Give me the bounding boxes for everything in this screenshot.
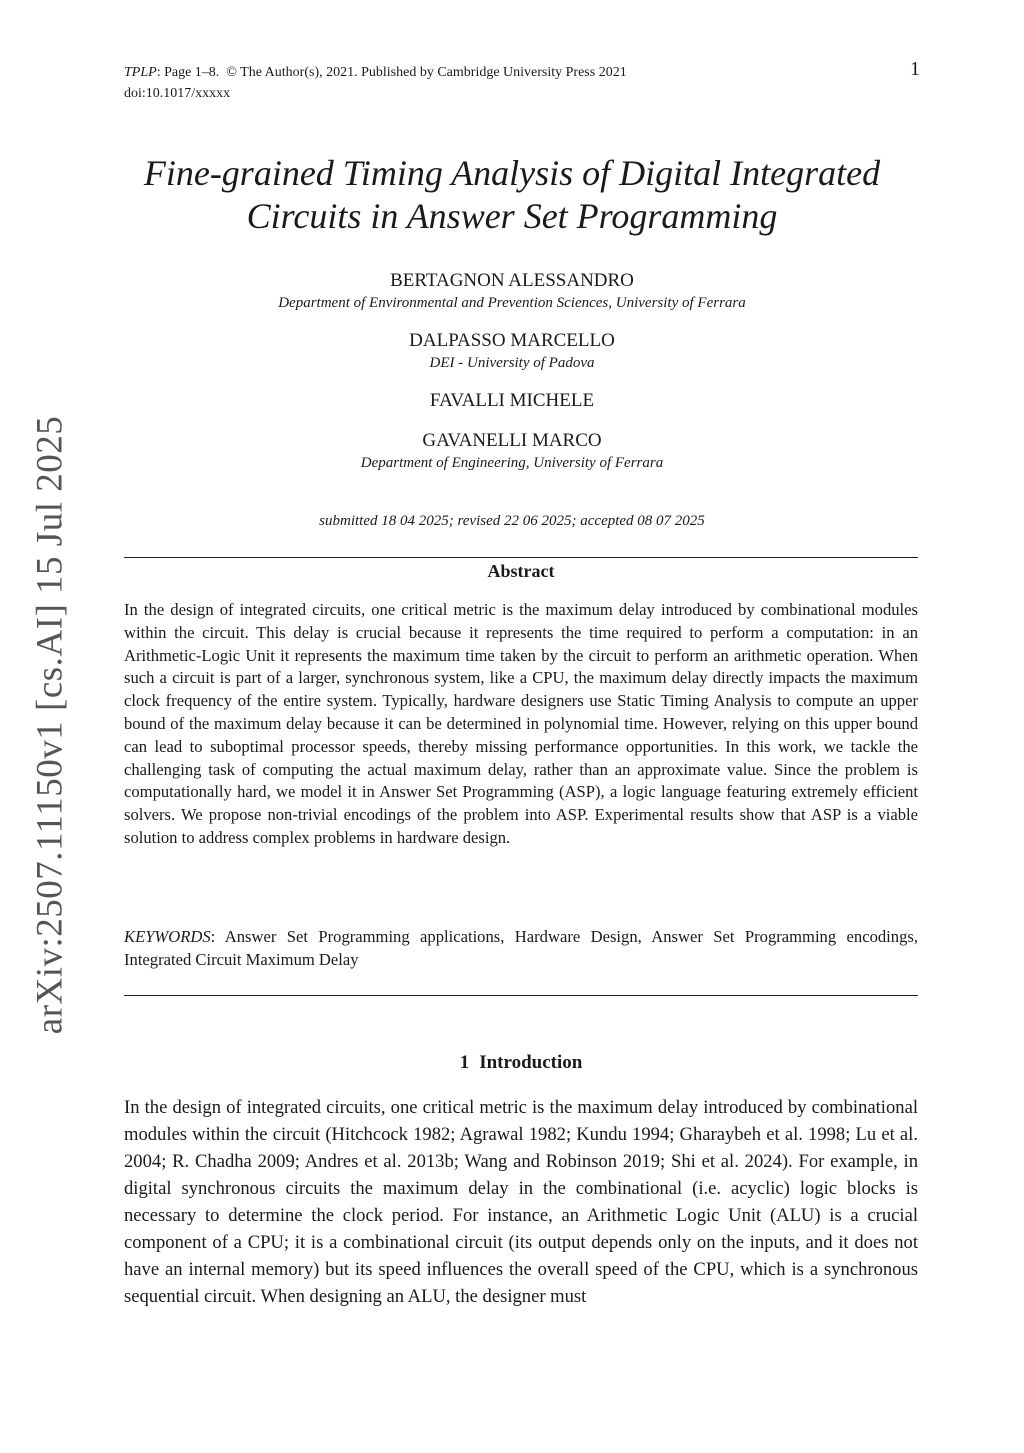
author-affiliation: Department of Environmental and Prevention Sciences, University of Ferrara (278, 295, 746, 311)
journal-name: TPLP (124, 65, 157, 80)
keywords-list: : Answer Set Programming applications, Hardware Design, Answer Set Programming encodings, Integrated Circuit Maximum Delay (124, 927, 918, 969)
journal-line (124, 62, 627, 83)
section-heading (124, 1052, 918, 1074)
copyright-notice: © The Author(s), 2021. Published by Cambridge University Press 2021 (226, 65, 627, 80)
journal-pages: : Page 1–8. (156, 65, 220, 80)
author-affiliation: Department of Engineering, University of Ferrara (360, 455, 664, 471)
section-title: Introduction (479, 1052, 583, 1073)
title-line-1: Fine-grained Timing Analysis of Digital Integrated (143, 153, 881, 193)
author-name: DALPASSO MARCELLO (409, 330, 615, 351)
paper-title (100, 152, 924, 238)
author-name: FAVALLI MICHELE (429, 390, 595, 411)
arxiv-identifier: arXiv:2507.11150v1 [cs.AI] 15 Jul 2025 (29, 415, 71, 1035)
author-name: BERTAGNON ALESSANDRO (390, 270, 634, 291)
author-name: GAVANELLI MARCO (422, 430, 602, 451)
keywords-label: KEYWORDS (124, 927, 211, 946)
introduction-paragraph: In the design of integrated circuits, one critical metric is the maximum delay introduced by combinational modules within the circuit (Hitchcock 1982; Agrawal 1982; Kundu 1994; Gharaybeh et al. 1998; Lu et al. 2004; R. Chadha 2009; Andres et al. 2013b; Wang and Robinson 2019; Shi et al. 2024). For example, in digital synchronous circuits the maximum delay in the combinational (i.e. acyclic) logic blocks is necessary to determine the clock period. For instance, an Arithmetic Logic Unit (ALU) is a crucial component of a CPU; it is a combinational circuit (its output depends only on the inputs, and it does not have an internal memory) but its speed influences the overall speed of the CPU, which is a synchronous sequential circuit. When designing an ALU, the designer must (124, 1097, 918, 1307)
title-line-2: Circuits in Answer Set Programming (246, 196, 778, 236)
submission-dates: submitted 18 04 2025; revised 22 06 2025; accepted 08 07 2025 (319, 513, 705, 529)
running-header (124, 62, 627, 104)
abstract-bottom-rule (124, 995, 918, 996)
abstract-body: In the design of integrated circuits, one critical metric is the maximum delay introduced by combinational modules within the circuit. This delay is crucial because it represents the time required to perform a computation: in an Arithmetic-Logic Unit it represents the maximum time taken by the circuit to perform an arithmetic operation. When such a circuit is part of a larger, synchronous system, like a CPU, the maximum delay directly impacts the maximum clock frequency of the entire system. Typically, hardware designers use Static Timing Analysis to compute an upper bound of the maximum delay because it can be determined in polynomial time. However, relying on this upper bound can lead to suboptimal processor speeds, thereby missing performance opportunities. In this work, we tackle the challenging task of computing the actual maximum delay, rather than an approximate value. Since the problem is computationally hard, we model it in Answer Set Programming (ASP), a logic language featuring extremely efficient solvers. We propose non-trivial encodings of the problem into ASP. Experimental results show that ASP is a viable solution to address complex problems in hardware design. (124, 600, 918, 847)
abstract-heading: Abstract (487, 561, 555, 581)
keywords (124, 926, 918, 972)
page-number: 1 (910, 58, 920, 80)
doi: doi:10.1017/xxxxx (124, 86, 231, 101)
author-affiliation: DEI - University of Padova (429, 355, 595, 371)
abstract-top-rule (124, 557, 918, 558)
section-number: 1 (459, 1052, 470, 1073)
